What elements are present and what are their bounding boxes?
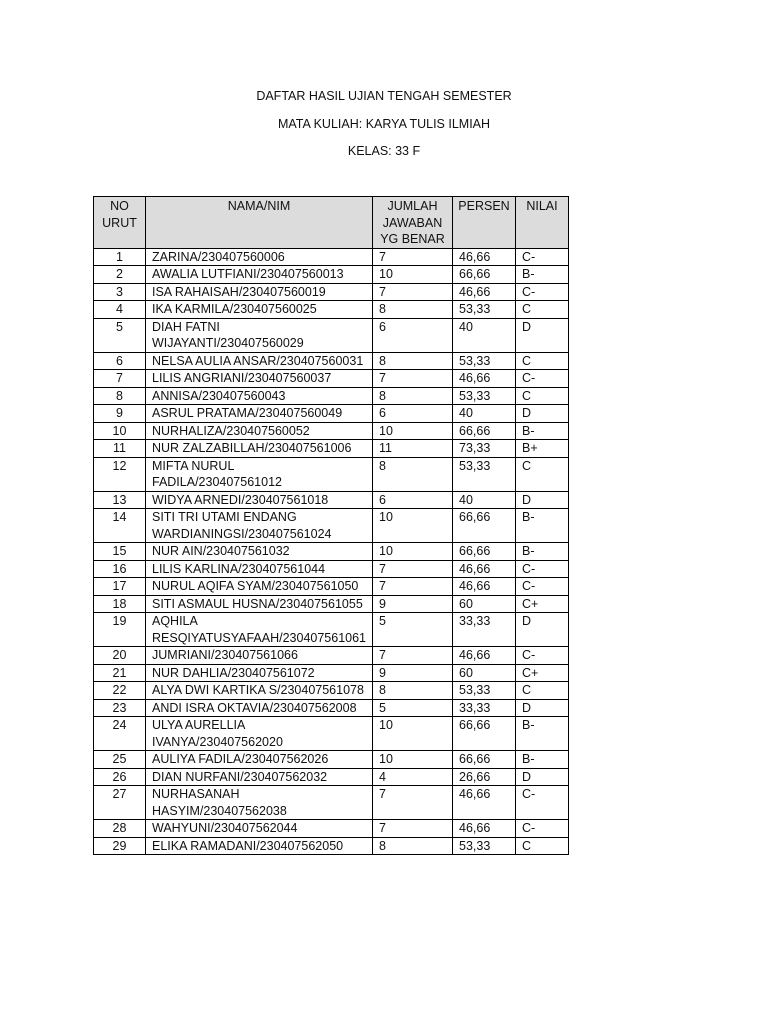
cell-nama-nim [146, 491, 373, 509]
nama-nim-line: MIFTA NURUL [152, 458, 235, 473]
cell-persen: 53,33 [453, 301, 516, 319]
cell-nama-nim [146, 370, 373, 388]
cell-nilai: D [516, 318, 569, 352]
cell-nilai: B- [516, 422, 569, 440]
nama-nim-line: RESQIYATUSYAFAAH/230407561061 [152, 630, 367, 645]
table-row [94, 491, 569, 509]
cell-persen: 53,33 [453, 352, 516, 370]
table-row [94, 370, 569, 388]
cell-jumlah-jawaban: 5 [373, 613, 453, 647]
nama-nim-line: ANNISA/230407560043 [152, 388, 286, 403]
header-nilai: NILAI [516, 197, 569, 249]
nama-nim-line: NURHALIZA/230407560052 [152, 423, 310, 438]
nama-nim-line: IKA KARMILA/230407560025 [152, 302, 317, 316]
cell-nama-nim [146, 595, 373, 613]
cell-jumlah-jawaban: 10 [373, 751, 453, 769]
cell-nilai: C- [516, 560, 569, 578]
cell-no-urut: 23 [94, 699, 146, 717]
table-row [94, 682, 569, 700]
cell-nilai: B- [516, 266, 569, 284]
header-no-line-2: URUT [102, 215, 137, 230]
cell-persen: 40 [453, 318, 516, 352]
cell-persen: 46,66 [453, 786, 516, 820]
cell-persen: 33,33 [453, 613, 516, 647]
cell-nama-nim [146, 387, 373, 405]
cell-jumlah-jawaban: 9 [373, 595, 453, 613]
cell-persen: 53,33 [453, 837, 516, 855]
cell-nilai: D [516, 768, 569, 786]
nama-nim-line: NUR AIN/230407561032 [152, 544, 290, 558]
cell-jumlah-jawaban: 7 [373, 370, 453, 388]
nama-nim-line: SITI ASMAUL HUSNA/230407561055 [152, 596, 363, 611]
cell-nama-nim [146, 768, 373, 786]
cell-no-urut: 25 [94, 751, 146, 769]
cell-jumlah-jawaban: 9 [373, 664, 453, 682]
cell-nilai: C [516, 457, 569, 491]
cell-jumlah-jawaban: 6 [373, 491, 453, 509]
cell-persen: 66,66 [453, 509, 516, 543]
cell-jumlah-jawaban: 7 [373, 578, 453, 596]
nama-nim-line: ALYA DWI KARTIKA S/230407561078 [152, 683, 364, 697]
cell-no-urut: 5 [94, 318, 146, 352]
cell-no-urut: 1 [94, 248, 146, 266]
cell-no-urut: 17 [94, 578, 146, 596]
cell-nilai: C- [516, 370, 569, 388]
cell-nilai: C- [516, 283, 569, 301]
cell-nilai: C [516, 682, 569, 700]
cell-nilai: D [516, 405, 569, 423]
table-row [94, 422, 569, 440]
cell-jumlah-jawaban: 4 [373, 768, 453, 786]
cell-nilai: C+ [516, 664, 569, 682]
cell-nilai: B- [516, 751, 569, 769]
cell-no-urut: 13 [94, 491, 146, 509]
cell-no-urut: 6 [94, 352, 146, 370]
nama-nim-line: WAHYUNI/230407562044 [152, 821, 298, 835]
header-jumlah-jawaban [373, 197, 453, 249]
cell-nama-nim [146, 664, 373, 682]
cell-nama-nim [146, 283, 373, 301]
cell-nama-nim [146, 543, 373, 561]
cell-nilai: C- [516, 248, 569, 266]
cell-no-urut: 2 [94, 266, 146, 284]
nama-nim-line: FADILA/230407561012 [152, 475, 282, 489]
cell-nama-nim [146, 717, 373, 751]
cell-nama-nim [146, 647, 373, 665]
cell-no-urut: 29 [94, 837, 146, 855]
header-no-line-1: NO [110, 199, 129, 213]
cell-nilai: B- [516, 543, 569, 561]
cell-jumlah-jawaban: 10 [373, 717, 453, 751]
cell-no-urut: 28 [94, 820, 146, 838]
nama-nim-line: DIAN NURFANI/230407562032 [152, 769, 328, 784]
table-row [94, 509, 569, 543]
nama-nim-line: HASYIM/230407562038 [152, 803, 287, 818]
cell-nilai: C [516, 387, 569, 405]
table-row [94, 578, 569, 596]
cell-nilai: C [516, 352, 569, 370]
nama-nim-line: ANDI ISRA OKTAVIA/230407562008 [152, 700, 357, 715]
table-row [94, 613, 569, 647]
cell-persen: 53,33 [453, 387, 516, 405]
cell-persen: 46,66 [453, 820, 516, 838]
cell-nilai: B- [516, 509, 569, 543]
cell-nilai: D [516, 491, 569, 509]
cell-nama-nim [146, 560, 373, 578]
cell-persen: 60 [453, 595, 516, 613]
nama-nim-line: IVANYA/230407562020 [152, 734, 283, 749]
cell-no-urut: 18 [94, 595, 146, 613]
table-row [94, 405, 569, 423]
nama-nim-line: SITI TRI UTAMI ENDANG [152, 510, 297, 524]
cell-nama-nim [146, 786, 373, 820]
grades-table [93, 196, 569, 855]
nama-nim-line: ASRUL PRATAMA/230407560049 [152, 406, 343, 420]
cell-jumlah-jawaban: 10 [373, 543, 453, 561]
nama-nim-line: NUR DAHLIA/230407561072 [152, 665, 315, 680]
cell-no-urut: 9 [94, 405, 146, 423]
cell-nama-nim [146, 578, 373, 596]
cell-jumlah-jawaban: 8 [373, 837, 453, 855]
header-nama-nim: NAMA/NIM [146, 197, 373, 249]
nama-nim-line: ELIKA RAMADANI/230407562050 [152, 838, 344, 853]
cell-jumlah-jawaban: 8 [373, 301, 453, 319]
cell-no-urut: 8 [94, 387, 146, 405]
cell-nilai: C+ [516, 595, 569, 613]
cell-jumlah-jawaban: 7 [373, 820, 453, 838]
cell-jumlah-jawaban: 10 [373, 266, 453, 284]
cell-jumlah-jawaban: 7 [373, 647, 453, 665]
cell-no-urut: 14 [94, 509, 146, 543]
table-row [94, 266, 569, 284]
header-no-urut [94, 197, 146, 249]
cell-jumlah-jawaban: 7 [373, 248, 453, 266]
cell-nilai: C [516, 837, 569, 855]
nama-nim-line: WIDYA ARNEDI/230407561018 [152, 492, 329, 507]
cell-no-urut: 12 [94, 457, 146, 491]
cell-nama-nim [146, 457, 373, 491]
cell-jumlah-jawaban: 8 [373, 387, 453, 405]
cell-persen: 66,66 [453, 543, 516, 561]
cell-jumlah-jawaban: 8 [373, 457, 453, 491]
table-row [94, 248, 569, 266]
header-jumlah-line-3: YG BENAR [380, 232, 445, 246]
table-row [94, 301, 569, 319]
cell-nama-nim [146, 301, 373, 319]
cell-nama-nim [146, 352, 373, 370]
cell-nama-nim [146, 682, 373, 700]
cell-persen: 66,66 [453, 422, 516, 440]
cell-nama-nim [146, 820, 373, 838]
header-persen: PERSEN [453, 197, 516, 249]
cell-nama-nim [146, 613, 373, 647]
nama-nim-line: JUMRIANI/230407561066 [152, 648, 298, 662]
table-row [94, 387, 569, 405]
nama-nim-line: DIAH FATNI [152, 319, 220, 334]
nama-nim-line: ZARINA/230407560006 [152, 249, 285, 264]
table-row [94, 768, 569, 786]
table-row [94, 699, 569, 717]
nama-nim-line: NURUL AQIFA SYAM/230407561050 [152, 579, 359, 593]
cell-jumlah-jawaban: 8 [373, 682, 453, 700]
cell-no-urut: 20 [94, 647, 146, 665]
cell-no-urut: 7 [94, 370, 146, 388]
table-row [94, 457, 569, 491]
table-row [94, 820, 569, 838]
cell-nilai: D [516, 699, 569, 717]
class-name: KELAS: 33 F [347, 144, 421, 158]
nama-nim-line: NUR ZALZABILLAH/230407561006 [152, 441, 352, 455]
cell-nilai: C- [516, 820, 569, 838]
cell-jumlah-jawaban: 7 [373, 560, 453, 578]
cell-no-urut: 15 [94, 543, 146, 561]
cell-persen: 46,66 [453, 248, 516, 266]
cell-nama-nim [146, 751, 373, 769]
cell-persen: 66,66 [453, 751, 516, 769]
cell-jumlah-jawaban: 10 [373, 509, 453, 543]
header-jumlah-line-1: JUMLAH [387, 199, 438, 213]
cell-no-urut: 27 [94, 786, 146, 820]
table-row [94, 318, 569, 352]
cell-nilai: C- [516, 578, 569, 596]
cell-persen: 46,66 [453, 560, 516, 578]
table-row [94, 352, 569, 370]
cell-no-urut: 24 [94, 717, 146, 751]
nama-nim-line: NURHASANAH [152, 787, 240, 801]
cell-nama-nim [146, 440, 373, 458]
table-body [94, 248, 569, 855]
table-row [94, 717, 569, 751]
cell-no-urut: 16 [94, 560, 146, 578]
header-jumlah-line-2: JAWABAN [382, 215, 443, 230]
cell-no-urut: 11 [94, 440, 146, 458]
cell-nilai: C- [516, 786, 569, 820]
nama-nim-line: LILIS KARLINA/230407561044 [152, 561, 326, 576]
nama-nim-line: WIJAYANTI/230407560029 [152, 336, 304, 350]
table-row [94, 440, 569, 458]
cell-nama-nim [146, 405, 373, 423]
table-row [94, 786, 569, 820]
cell-no-urut: 22 [94, 682, 146, 700]
nama-nim-line: AQHILA [152, 614, 198, 628]
cell-nama-nim [146, 422, 373, 440]
table-row [94, 560, 569, 578]
cell-jumlah-jawaban: 8 [373, 352, 453, 370]
cell-jumlah-jawaban: 10 [373, 422, 453, 440]
table-header-row [94, 197, 569, 249]
cell-persen: 33,33 [453, 699, 516, 717]
cell-no-urut: 26 [94, 768, 146, 786]
cell-nilai: C- [516, 647, 569, 665]
table-row [94, 647, 569, 665]
nama-nim-line: NELSA AULIA ANSAR/230407560031 [152, 353, 364, 368]
cell-no-urut: 4 [94, 301, 146, 319]
cell-nilai: B+ [516, 440, 569, 458]
cell-persen: 66,66 [453, 266, 516, 284]
cell-jumlah-jawaban: 11 [373, 440, 453, 458]
nama-nim-line: AULIYA FADILA/230407562026 [152, 752, 329, 766]
cell-no-urut: 10 [94, 422, 146, 440]
cell-no-urut: 3 [94, 283, 146, 301]
cell-no-urut: 21 [94, 664, 146, 682]
nama-nim-line: ISA RAHAISAH/230407560019 [152, 284, 326, 299]
nama-nim-line: WARDIANINGSI/230407561024 [152, 526, 332, 541]
table-row [94, 837, 569, 855]
cell-persen: 53,33 [453, 682, 516, 700]
cell-persen: 40 [453, 491, 516, 509]
cell-persen: 40 [453, 405, 516, 423]
cell-persen: 60 [453, 664, 516, 682]
cell-persen: 46,66 [453, 370, 516, 388]
cell-persen: 53,33 [453, 457, 516, 491]
cell-nama-nim [146, 248, 373, 266]
course-name: MATA KULIAH: KARYA TULIS ILMIAH [277, 117, 491, 131]
cell-nama-nim [146, 509, 373, 543]
cell-persen: 46,66 [453, 647, 516, 665]
cell-jumlah-jawaban: 6 [373, 405, 453, 423]
document-title: DAFTAR HASIL UJIAN TENGAH SEMESTER [256, 89, 512, 103]
nama-nim-line: AWALIA LUTFIANI/230407560013 [152, 267, 344, 281]
cell-jumlah-jawaban: 7 [373, 283, 453, 301]
cell-jumlah-jawaban: 5 [373, 699, 453, 717]
cell-no-urut: 19 [94, 613, 146, 647]
cell-nama-nim [146, 699, 373, 717]
table-row [94, 543, 569, 561]
cell-persen: 46,66 [453, 283, 516, 301]
nama-nim-line: ULYA AURELLIA [152, 718, 246, 732]
cell-jumlah-jawaban: 6 [373, 318, 453, 352]
cell-persen: 66,66 [453, 717, 516, 751]
table-row [94, 664, 569, 682]
cell-nilai: C [516, 301, 569, 319]
cell-persen: 26,66 [453, 768, 516, 786]
nama-nim-line: LILIS ANGRIANI/230407560037 [152, 371, 332, 385]
cell-jumlah-jawaban: 7 [373, 786, 453, 820]
table-row [94, 283, 569, 301]
table-row [94, 595, 569, 613]
cell-nilai: B- [516, 717, 569, 751]
cell-nilai: D [516, 613, 569, 647]
table-row [94, 751, 569, 769]
cell-nama-nim [146, 318, 373, 352]
cell-nama-nim [146, 837, 373, 855]
cell-persen: 46,66 [453, 578, 516, 596]
cell-persen: 73,33 [453, 440, 516, 458]
cell-nama-nim [146, 266, 373, 284]
